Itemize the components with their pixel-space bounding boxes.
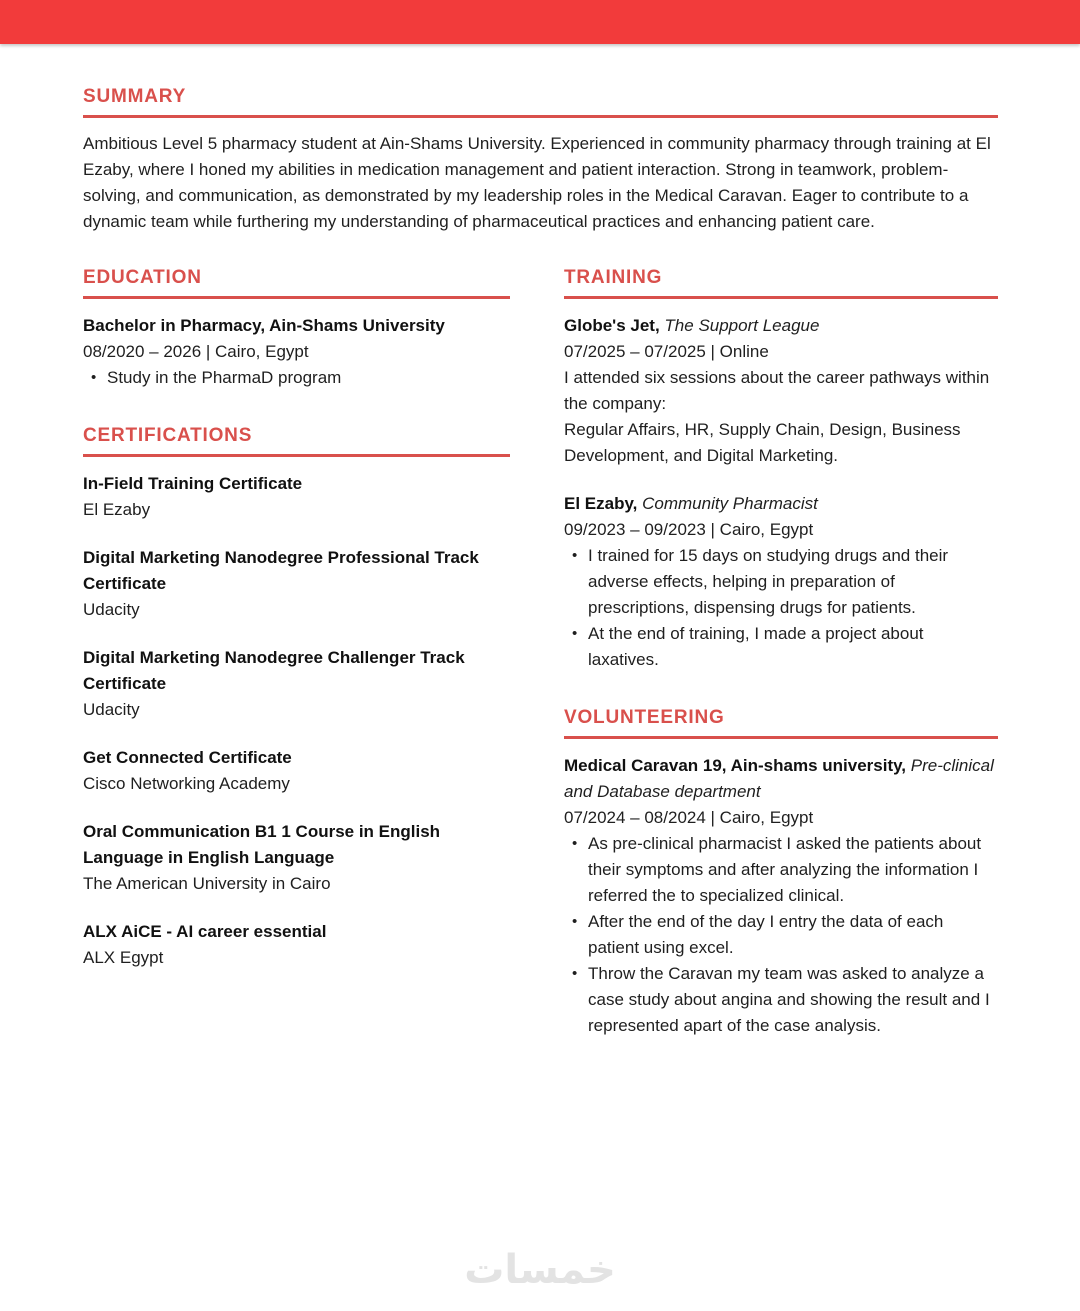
- training-description: Regular Affairs, HR, Supply Chain, Design, Business Development, and Digital Marketing.: [564, 420, 961, 465]
- section-volunteering: [564, 707, 998, 1039]
- volunteering-dates: 07/2024 – 08/2024 | Cairo, Egypt: [564, 808, 814, 827]
- header-accent-bar: [0, 0, 1080, 44]
- certification-entry: [83, 745, 510, 797]
- cert-name: Oral Communication B1 1 Course in English Language in English Language: [83, 822, 441, 867]
- training-entry: [564, 313, 998, 469]
- cert-name: ALX AiCE - AI career essential: [83, 922, 327, 941]
- training-entry-header: [564, 491, 998, 517]
- right-column: [564, 267, 998, 1039]
- section-education: [83, 267, 510, 391]
- training-org: El Ezaby,: [564, 494, 638, 513]
- education-entry: [83, 313, 510, 391]
- education-dates: 08/2020 – 2026 | Cairo, Egypt: [83, 342, 309, 361]
- certification-entry: [83, 545, 510, 623]
- bullet-item: • I trained for 15 days on studying drugs and their adverse effects, helping in preparation of prescriptions, dispensing drugs for patients.: [564, 543, 998, 621]
- resume-page: [0, 44, 1080, 1039]
- cert-issuer: Udacity: [83, 700, 140, 719]
- training-dates: 07/2025 – 07/2025 | Online: [564, 342, 769, 361]
- volunteering-bullet-list: [564, 831, 998, 1039]
- training-role: The Support League: [664, 316, 820, 335]
- cert-name: Digital Marketing Nanodegree Professional Track Certificate: [83, 548, 479, 593]
- bullet-item: • Study in the PharmaD program: [83, 365, 510, 391]
- section-certifications: [83, 425, 510, 971]
- certifications-heading: CERTIFICATIONS: [83, 425, 510, 457]
- cert-issuer: The American University in Cairo: [83, 874, 331, 893]
- training-org: Globe's Jet,: [564, 316, 660, 335]
- certification-entry: [83, 919, 510, 971]
- education-heading: EDUCATION: [83, 267, 510, 299]
- certification-entry: [83, 471, 510, 523]
- bullet-item: • Throw the Caravan my team was asked to analyze a case study about angina and showing the result and I represented apart of the case analysis.: [564, 961, 998, 1039]
- training-description: I attended six sessions about the career pathways within the company:: [564, 368, 990, 413]
- training-role: Community Pharmacist: [642, 494, 818, 513]
- certification-entry: [83, 645, 510, 723]
- cert-issuer: Udacity: [83, 600, 140, 619]
- certification-entry: [83, 819, 510, 897]
- cert-issuer: El Ezaby: [83, 500, 151, 519]
- education-bullet-list: [83, 365, 510, 391]
- training-entry-header: [564, 313, 998, 339]
- section-training: [564, 267, 998, 673]
- training-heading: TRAINING: [564, 267, 998, 299]
- cert-name: Digital Marketing Nanodegree Challenger Track Certificate: [83, 648, 465, 693]
- degree-name: Bachelor in Pharmacy, Ain-Shams University: [83, 316, 445, 335]
- training-bullet-list: [564, 543, 998, 673]
- cert-issuer: Cisco Networking Academy: [83, 774, 290, 793]
- summary-heading: SUMMARY: [83, 86, 998, 118]
- volunteering-entry: [564, 753, 998, 1039]
- volunteering-entry-header: [564, 753, 998, 805]
- two-column-layout: [83, 267, 998, 1039]
- cert-issuer: ALX Egypt: [83, 948, 164, 967]
- summary-text: Ambitious Level 5 pharmacy student at Ain-Shams University. Experienced in community pharmacy through training at El Ezaby, where I honed my abilities in medication management and patient interaction. Strong in teamwork, problem-solving, and communication, as demonstrated by my leadership roles in the Medical Caravan. Eager to contribute to a dynamic team while furthering my understanding of pharmaceutical practices and enhancing patient care.: [83, 134, 991, 231]
- cert-name: Get Connected Certificate: [83, 748, 292, 767]
- section-summary: [83, 86, 998, 235]
- cert-name: In-Field Training Certificate: [83, 474, 303, 493]
- bullet-item: • After the end of the day I entry the data of each patient using excel.: [564, 909, 998, 961]
- volunteering-heading: VOLUNTEERING: [564, 707, 998, 739]
- bullet-item: • As pre-clinical pharmacist I asked the patients about their symptoms and after analyzing the information I referred the to specialized clinical.: [564, 831, 998, 909]
- volunteering-role: Pre-clinical and Database department: [564, 756, 994, 801]
- left-column: [83, 267, 510, 1039]
- khamsat-watermark: خمسات: [464, 1247, 616, 1293]
- training-dates: 09/2023 – 09/2023 | Cairo, Egypt: [564, 520, 814, 539]
- degree-title: [83, 313, 510, 339]
- bullet-item: • At the end of training, I made a project about laxatives.: [564, 621, 998, 673]
- training-entry: [564, 491, 998, 673]
- volunteering-org: Medical Caravan 19, Ain-shams university,: [564, 756, 907, 775]
